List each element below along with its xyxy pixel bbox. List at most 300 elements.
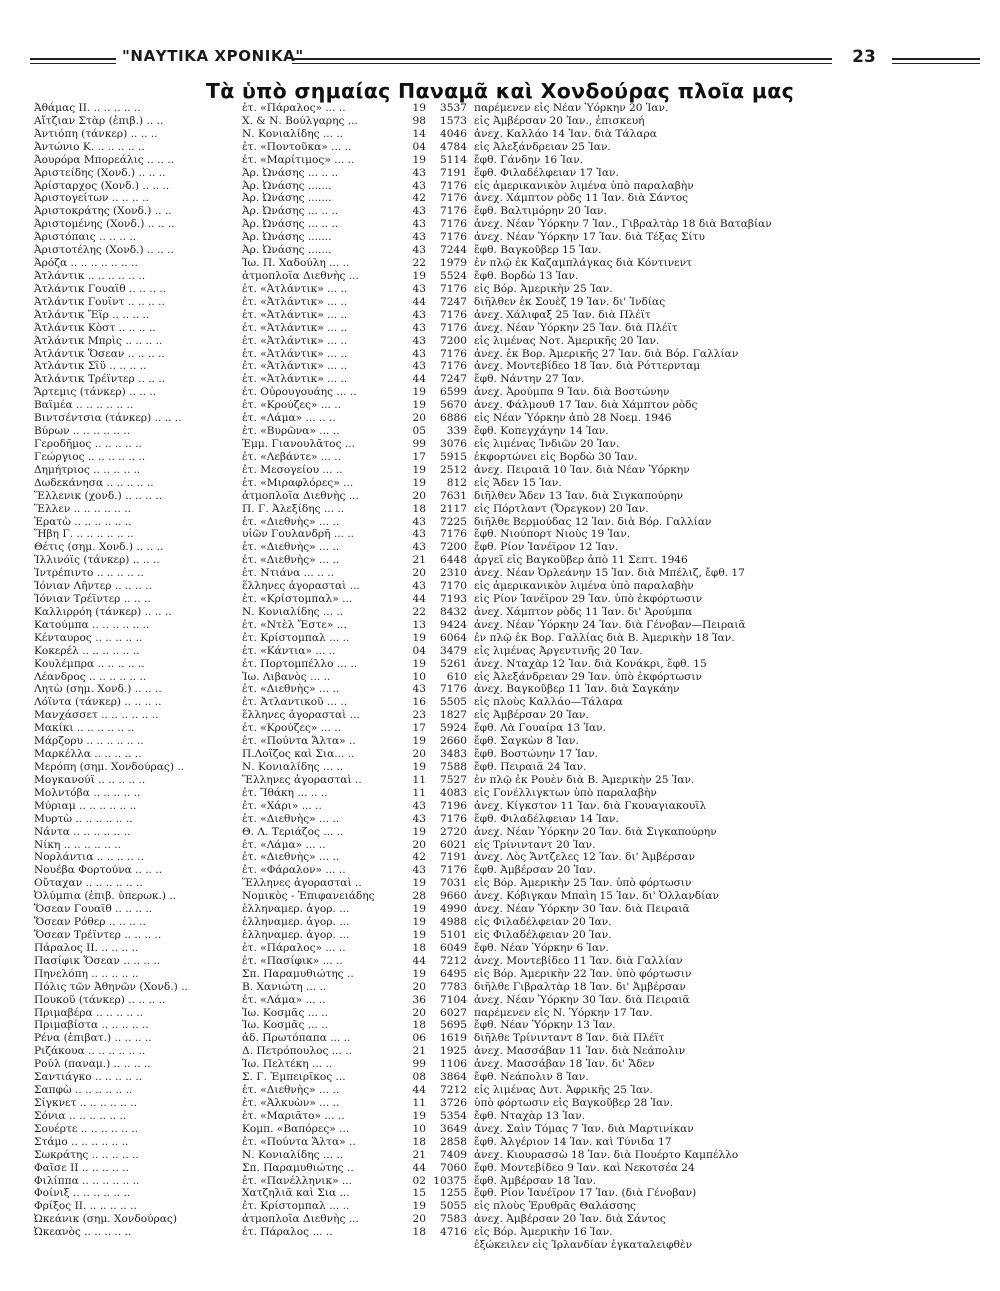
ship-row — [34, 128, 964, 141]
ship-owner: ἐτ. «Λάμα» ... .. — [242, 993, 326, 1006]
ship-row — [34, 1097, 964, 1110]
ship-status: ἐκφορτώνει εἰς Βορδὼ 30 Ἰαν. — [474, 450, 638, 463]
ship-name: Ὠκεάνικ (σημ. Χονδούρας) — [34, 1213, 177, 1226]
ship-name: Ἀριστείδης (Χονδ.) .. .. .. — [34, 166, 166, 179]
ship-row — [34, 192, 964, 205]
ship-name: Ἀριστογείτων .. .. .. .. — [34, 192, 149, 205]
ship-year: 19 — [412, 102, 426, 114]
ship-row — [34, 399, 964, 412]
ship-name: Φαῖσε ΙΙ .. .. .. .. .. — [34, 1161, 129, 1174]
footer-note-row — [34, 1239, 964, 1252]
ship-status: ἀνεχ. Χάμπτον ρὸδς 11 Ἰαν. δι' Ἀρούμπα — [474, 605, 693, 618]
ship-tonnage: 7104 — [440, 993, 467, 1006]
ship-row — [34, 981, 964, 994]
masthead-rule — [292, 63, 832, 64]
ship-tonnage: 6448 — [440, 554, 467, 567]
ship-name: Φιλίππα .. .. .. .. .. .. — [34, 1174, 140, 1187]
ship-year: 19 — [412, 825, 426, 838]
ship-status: ἀνεχ. Κίγκστον 11 Ἰαν. διὰ Γκουαγιακουΐλ — [474, 799, 707, 812]
ship-row — [34, 1110, 964, 1123]
ship-status: ἔφθ. Νέαν Ὑόρκην 6 Ἰαν. — [474, 941, 609, 954]
ship-year: 19 — [412, 967, 426, 980]
ship-tonnage: 7191 — [440, 166, 467, 179]
ship-name: Βύρων .. .. .. .. .. .. — [34, 425, 131, 438]
ship-year: 19 — [412, 916, 426, 929]
ship-tonnage: 5055 — [440, 1200, 467, 1213]
ship-name: Κοκερέλ .. .. .. .. .. .. — [34, 644, 140, 657]
ship-tonnage: 7170 — [440, 580, 467, 593]
ship-tonnage: 7176 — [440, 218, 467, 231]
ship-owner: Ἰω. Π. Χαδούλη ... .. — [242, 257, 350, 270]
ship-status: ἀνεχ. Μοντεβίδεο 11 Ἰαν. διὰ Γαλλίαν — [474, 954, 683, 967]
ship-status: ἀνεχ. Πειραιᾶ 10 Ἰαν. διὰ Νέαν Ὑόρκην — [474, 463, 690, 476]
ship-status: ἔφθ. Κοπεγχάγην 14 Ἰαν. — [474, 425, 609, 438]
ship-row — [34, 929, 964, 942]
ship-name: Πουκοῦ (τάνκερ) .. .. .. .. — [34, 993, 166, 1006]
ship-tonnage: 8432 — [440, 605, 467, 618]
ship-tonnage: 6599 — [440, 386, 467, 399]
ship-name: Ἄρτεμις (τάνκερ) .. .. .. — [34, 386, 157, 399]
ship-owner: ἐτ. «Ἀτλάντικ» ... .. — [242, 308, 348, 321]
ship-owner: ἐτ. «Βυρῶνα» ... .. — [242, 425, 340, 438]
ship-status: ἔφθ. Ἀμβέρσαν 18 Ἰαν. — [474, 1174, 597, 1187]
ship-row — [34, 955, 964, 968]
ship-tonnage: 7176 — [440, 347, 467, 360]
ship-owner: Ἀρ. Ὠνάσης ....... — [242, 231, 332, 244]
ship-status: εἰς Φιλαδέλφειαν 20 Ἰαν. — [474, 929, 612, 941]
ship-owner: ἑλληναμερ. ἀγορ. ... — [242, 929, 350, 941]
ship-name: Ρούλ (παναμ.) .. .. .. .. — [34, 1058, 151, 1071]
ship-tonnage: 7200 — [440, 334, 467, 347]
ship-name: Ἰόνιαν Λῆντερ .. .. .. .. — [34, 580, 152, 593]
ship-owner: ἐτ. Μεσογείου ... .. — [242, 463, 343, 476]
ship-tonnage: 1827 — [440, 709, 467, 722]
ship-year: 43 — [412, 347, 426, 360]
ship-name: Σίγκνετ .. .. .. .. .. .. — [34, 1096, 137, 1109]
ship-year: 43 — [412, 799, 426, 812]
ship-status: εἰς Ἀμβέρσαν 20 Ἰαν., ἐπισκευή — [474, 114, 645, 127]
ship-owner: ἐτ. «Ἀτλάντικ» ... .. — [242, 295, 348, 308]
ship-name: Ἀθάμας ΙΙ. .. .. .. .. .. — [34, 102, 141, 114]
ship-name: Ἀριστοκράτης (Χονδ.) .. .. — [34, 205, 172, 218]
ship-status: ἀνεχ. Σαὶν Τόμας 7 Ἰαν. διὰ Μαρτινίκαν — [474, 1122, 694, 1135]
ship-status: ἔφθ. Νταχὰρ 13 Ἰαν. — [474, 1109, 585, 1122]
ship-name: Δημήτριος .. .. .. .. .. — [34, 463, 141, 476]
ship-owner: ἐτ. «Ἀλκυὼν» ... .. — [242, 1096, 340, 1109]
ship-tonnage: 1925 — [440, 1045, 467, 1058]
ship-tonnage: 5670 — [440, 399, 467, 412]
ship-tonnage: 7031 — [440, 877, 467, 890]
ship-year: 19 — [412, 476, 426, 489]
ship-year: 43 — [412, 541, 426, 554]
ship-status: ἐν πλῷ ἐκ Ρουὲν διὰ Β. Ἀμερικὴν 25 Ἰαν. — [474, 773, 695, 786]
ship-owner: ἐτ. «Χάρι» ... .. — [242, 799, 322, 812]
ship-tonnage: 3483 — [440, 748, 467, 761]
ship-name: Πόλις τῶν Ἀθηνῶν (Χονδ.) .. — [34, 980, 188, 993]
ship-status: ἀνεχ. Μοντεβίδεο 18 Ἰαν. διὰ Ρόττερνταμ — [474, 360, 701, 373]
ship-name: Δωδεκάνησα .. .. .. .. .. — [34, 476, 154, 489]
ship-name: Πασίφικ Ὅσεαν .. .. .. .. — [34, 954, 161, 967]
ship-row — [34, 1175, 964, 1188]
ship-owner: ἐτ. «Λάμα» ... .. .. — [242, 412, 336, 425]
ship-year: 20 — [412, 748, 426, 761]
ship-status: ἐν πλῷ ἐκ Καζαμπλάγκας διὰ Κόντινεντ — [474, 257, 692, 270]
ship-tonnage: 7409 — [440, 1148, 467, 1161]
ship-name: Λέανδρος .. .. .. .. .. .. — [34, 670, 147, 683]
ship-tonnage: 1979 — [440, 257, 467, 270]
ship-status: ἀνεχ. Μασσάβαν 11 Ἰαν. διὰ Νεάπολιν — [474, 1045, 686, 1058]
ship-row — [34, 322, 964, 335]
masthead-rule — [892, 58, 980, 60]
ship-owner: ἐτ. «Πάραλος» ... .. — [242, 941, 346, 954]
ship-row — [34, 722, 964, 735]
ship-tonnage: 2310 — [440, 567, 467, 580]
ship-year: 08 — [412, 1071, 426, 1084]
ship-row — [34, 554, 964, 567]
ship-name: Ἀτλάντικ Σΐϋ .. .. .. .. — [34, 360, 147, 373]
ship-name: Φοίνιξ .. .. .. .. .. .. — [34, 1187, 131, 1200]
ship-year: 43 — [412, 308, 426, 321]
ship-row — [34, 386, 964, 399]
ship-status: διῆλθε Βερμούδας 12 Ἰαν. διὰ Βόρ. Γαλλίαν — [474, 515, 712, 528]
ship-status: ἔφθ. Νάντην 27 Ἰαν. — [474, 373, 585, 386]
ship-year: 43 — [412, 179, 426, 192]
masthead-rule — [30, 58, 116, 60]
ship-status: ἔφθ. Βορδὼ 13 Ἰαν. — [474, 269, 579, 282]
ship-tonnage: 6886 — [440, 412, 467, 425]
ship-row — [34, 580, 964, 593]
ship-year: 19 — [412, 153, 426, 166]
ship-owner: Ἰω. Κοσμᾶς ... .. — [242, 1019, 328, 1032]
ship-tonnage: 4046 — [440, 127, 467, 140]
ship-tonnage: 5114 — [440, 153, 467, 166]
ship-tonnage: 7783 — [440, 980, 467, 993]
ship-owner: ἐτ. «Κρίστομπαλ» ... — [242, 593, 353, 606]
ship-name: Ρένα (ἐπιβατ.) .. .. .. .. — [34, 1032, 152, 1045]
masthead — [30, 40, 980, 76]
ship-status: ἔφθ. Λὰ Γουαίρα 13 Ἰαν. — [474, 722, 606, 735]
ship-row — [34, 412, 964, 425]
ship-year: 36 — [412, 993, 426, 1006]
ship-status: ἔφθ. Φιλαδέλφειαν 17 Ἰαν. — [474, 166, 619, 179]
ship-name: Αἴτζιαν Στὰρ (ἐπιβ.) .. .. — [34, 114, 164, 127]
ship-status: εἰς Ἀμβέρσαν 20 Ἰαν. — [474, 709, 589, 722]
ship-name: Σόνια .. .. .. .. .. .. — [34, 1109, 127, 1122]
ship-tonnage: 9424 — [440, 618, 467, 631]
ship-name: Σωκράτης .. .. .. .. .. — [34, 1148, 139, 1161]
ship-year: 11 — [412, 786, 426, 799]
footer-note: ἐξώκειλεν εἰς Ἰρλανδίαν ἐγκαταλειφθὲν — [474, 1239, 693, 1252]
ship-name: Ἀριστοτέλης (Χονδ.) .. .. .. — [34, 244, 174, 257]
ship-name: Μολντόβα .. .. .. .. .. — [34, 786, 141, 799]
ship-status: ἔφθ. Σαγκὼν 8 Ἰαν. — [474, 735, 579, 748]
ship-year: 04 — [412, 140, 426, 153]
ship-year: 18 — [412, 502, 426, 515]
ship-tonnage: 5261 — [440, 657, 467, 670]
ship-row — [34, 335, 964, 348]
ship-tonnage: 1255 — [440, 1187, 467, 1200]
ship-tonnage: 1573 — [440, 114, 467, 127]
ship-row — [34, 373, 964, 386]
ship-row — [34, 683, 964, 696]
ship-row — [34, 671, 964, 684]
ship-status: ὑπὸ φόρτωσιν εἰς Βαγκοῦβερ 28 Ἰαν. — [474, 1096, 674, 1109]
ship-owner: ἐτ. «Διεθνὴς» ... .. — [242, 515, 340, 528]
ship-owner: ἐτ. «Ποντοῦκα» ... .. — [242, 140, 352, 153]
ship-status: εἰς πλοὺς Καλλάο—Τάλαρα — [474, 696, 623, 709]
ship-name: Πριμαβίστα .. .. .. .. .. — [34, 1019, 149, 1032]
ship-row — [34, 1071, 964, 1084]
ship-name: Καλλιρρόη (τάνκερ) .. .. .. — [34, 605, 172, 618]
ship-status: ἀνεχ. Ἀρούμπα 9 Ἰαν. διὰ Βοστώνην — [474, 386, 670, 399]
ship-owner: Χ. & Ν. Βούλγαρης ... — [242, 114, 358, 127]
ship-status: ἀνεχ. Φάλμουθ 17 Ἰαν. διὰ Χάμπτον ρὸδς — [474, 399, 698, 412]
ship-owner: Νομικὸς - Ἐπιφανειάδης — [242, 890, 375, 903]
ship-tonnage: 7176 — [440, 179, 467, 192]
ship-status: εἰς Ἀλεξάνδρειαν 25 Ἰαν. — [474, 140, 611, 153]
ship-row — [34, 761, 964, 774]
ship-status: ἔφθ. Νιούπορτ Νιοὺς 19 Ἰαν. — [474, 528, 631, 541]
ship-tonnage: 3726 — [440, 1096, 467, 1109]
ship-owner: ἐτ. Πάραλος ... .. — [242, 1226, 333, 1239]
ship-tonnage: 1619 — [440, 1032, 467, 1045]
ship-owner: Ἀρ. Ὠνάσης ....... — [242, 244, 332, 257]
ship-owner: Χατζηλιᾶ καὶ Σια ... — [242, 1187, 350, 1200]
ship-row — [34, 102, 964, 115]
ship-owner: ἐτ. «Κρούζες» ... .. — [242, 722, 341, 735]
ship-tonnage: 6495 — [440, 967, 467, 980]
ship-owner: ἐτ. Ντιάνα ... .. .. — [242, 567, 334, 580]
ship-owner: ἐτ. Οὐρουγουάης ... .. — [242, 386, 357, 399]
ship-year: 19 — [412, 735, 426, 748]
ship-list — [34, 102, 964, 1252]
ship-row — [34, 877, 964, 890]
ship-name: Νάντα .. .. .. .. .. .. — [34, 825, 131, 838]
ship-status: εἰς Ἄδεν 15 Ἰαν. — [474, 476, 562, 489]
ship-owner: ἐτ. «Μαριᾶτο» ... .. — [242, 1109, 345, 1122]
ship-tonnage: 7191 — [440, 851, 467, 864]
ship-tonnage: 7176 — [440, 231, 467, 244]
ship-status: ἔφθ. Βοστώνην 17 Ἰαν. — [474, 748, 599, 761]
ship-row — [34, 205, 964, 218]
ship-tonnage: 10375 — [433, 1174, 467, 1187]
ship-status: εἰς πλοὺς Ἐρυθρᾶς Θαλάσσης — [474, 1200, 636, 1213]
ship-tonnage: 3076 — [440, 437, 467, 450]
ship-status: ἀνεχ. ἐκ Βορ. Ἀμερικῆς 27 Ἰαν. διὰ Βόρ. Γαλλίαν — [474, 347, 739, 360]
ship-year: 18 — [412, 1135, 426, 1148]
ship-year: 43 — [412, 812, 426, 825]
ship-year: 19 — [412, 386, 426, 399]
ship-year: 05 — [412, 425, 426, 438]
ship-year: 20 — [412, 567, 426, 580]
ship-owner: ἐτ. Κρίστομπαλ ... .. — [242, 631, 350, 644]
ship-name: Ἀντιόπη (τάνκερ) .. .. .. — [34, 127, 158, 140]
ship-row — [34, 257, 964, 270]
ship-owner: Β. Χανιώτη ... .. — [242, 980, 327, 993]
ship-year: 19 — [412, 877, 426, 890]
ship-name: Μάρζορυ .. .. .. .. .. .. — [34, 735, 144, 748]
ship-row — [34, 696, 964, 709]
ship-year: 10 — [412, 1122, 426, 1135]
masthead-rule — [292, 58, 832, 60]
ship-tonnage: 5915 — [440, 450, 467, 463]
ship-name: Ἐρατὼ .. .. .. .. .. .. — [34, 515, 132, 528]
ship-tonnage: 7247 — [440, 295, 467, 308]
ship-year: 19 — [412, 657, 426, 670]
ship-year: 16 — [412, 696, 426, 709]
ship-row — [34, 244, 964, 257]
ship-status: εἰς Γονέλλιγκτων ὑπὸ παραλαβὴν — [474, 786, 657, 799]
ship-status: ἀνεχ. Μασσάβαν 18 Ἰαν. δι' Ἄδεν — [474, 1058, 655, 1071]
ship-year: 42 — [412, 192, 426, 205]
ship-tonnage: 5505 — [440, 696, 467, 709]
ship-row — [34, 813, 964, 826]
ship-row — [34, 851, 964, 864]
ship-status: ἀνεχ. Λὸς Ἄντζελες 12 Ἰαν. δι' Ἀμβέρσαν — [474, 851, 696, 864]
ship-tonnage: 812 — [446, 476, 467, 489]
ship-row — [34, 903, 964, 916]
ship-year: 44 — [412, 593, 426, 606]
ship-tonnage: 5924 — [440, 722, 467, 735]
ship-owner: Ἕλληνες ἀγορασταὶ .. — [242, 773, 362, 786]
ship-row — [34, 774, 964, 787]
ship-owner: Ἀρ. Ὠνάσης ... .. .. — [242, 205, 339, 218]
ship-row — [34, 348, 964, 361]
masthead-rule — [892, 63, 980, 64]
ship-row — [34, 839, 964, 852]
ship-status: ἔφθ. Μοντεβίδεο 9 Ἰαν. καὶ Νεκοτσέα 24 — [474, 1161, 695, 1174]
ship-tonnage: 7176 — [440, 192, 467, 205]
ship-owner: ἐτ. Ἀτλαντικοῦ ... .. — [242, 696, 348, 709]
ship-status: ἀνεχ. Χάμπτον ρὸδς 11 Ἰαν. διὰ Σάντος — [474, 192, 689, 205]
ship-name: Ριζάκουα .. .. .. .. .. .. — [34, 1045, 146, 1058]
ship-tonnage: 4988 — [440, 916, 467, 929]
ship-row — [34, 942, 964, 955]
ship-row — [34, 167, 964, 180]
ship-owner: ἐτ. «Ντὲλ Ἔστε» ... — [242, 618, 347, 631]
ship-year: 43 — [412, 244, 426, 257]
ship-name: Ἕλλενικ (χονδ.) .. .. .. .. — [34, 489, 163, 502]
ship-name: Βαϊμέα .. .. .. .. .. .. — [34, 399, 134, 412]
ship-owner: ἐτ. «Πανέλληνικ» ... — [242, 1174, 353, 1187]
ship-status: ἀνεχ. Νέαν Ὑόρκην 17 Ἰαν. διὰ Τέξας Σίτυ — [474, 231, 705, 244]
ship-row — [34, 438, 964, 451]
ship-year: 43 — [412, 528, 426, 541]
ship-owner: ἐτ. «Ἀτλάντικ» ... .. — [242, 334, 348, 347]
ship-owner: Ν. Κονιαλίδης ... .. — [242, 761, 344, 774]
ship-tonnage: 2720 — [440, 825, 467, 838]
ship-status: παρέμενεν εἰς Ν. Ὑόρκην 17 Ἰαν. — [474, 1006, 653, 1019]
ship-tonnage: 7225 — [440, 515, 467, 528]
ship-status: ἔφθ. Νεάπολιν 8 Ἰαν. — [474, 1071, 589, 1084]
ship-year: 20 — [412, 412, 426, 425]
ship-year: 20 — [412, 980, 426, 993]
ship-status: ἀνεχ. Κόβιγκαν Μπαὶη 15 Ἰαν. δι' Ὀλλανδίαν — [474, 890, 719, 903]
ship-status: διῆλθεν Ἄδεν 13 Ἰαν. διὰ Σιγκαπούρην — [474, 489, 684, 502]
ship-row — [34, 1007, 964, 1020]
ship-owner: ἐτ. «Διεθνὴς» ... .. — [242, 812, 340, 825]
ship-year: 43 — [412, 864, 426, 877]
ship-name: Μερόπη (σημ. Χονδούρας) .. — [34, 761, 185, 774]
ship-status: ἀνεχ. Ἀμβέρσαν 20 Ἰαν. διὰ Σάντος — [474, 1213, 666, 1226]
ship-owner: ἐτ. «Διεθνὴς» ... .. — [242, 851, 340, 864]
ship-tonnage: 339 — [446, 425, 467, 438]
ship-tonnage: 2858 — [440, 1135, 467, 1148]
ship-year: 21 — [412, 554, 426, 567]
ship-tonnage: 7212 — [440, 1084, 467, 1097]
ship-status: εἰς Βόρ. Ἀμερικὴν 16 Ἰαν. — [474, 1226, 613, 1239]
ship-owner: Ἀρ. Ὠνάσης ....... — [242, 179, 332, 192]
ship-row — [34, 309, 964, 322]
ship-name: Ἀρόζα .. .. .. .. .. .. .. — [34, 257, 138, 270]
ship-status: εἰς λιμένας Νοτ. Ἀμερικῆς 20 Ἰαν. — [474, 334, 660, 347]
ship-name: Ἀτλάντικ Γουαϊθ .. .. .. .. — [34, 282, 167, 295]
ship-status: εἰς λιμένας Δυτ. Ἀφρικῆς 25 Ἰαν. — [474, 1084, 653, 1097]
ship-row — [34, 800, 964, 813]
ship-name: Μανχάσσετ .. .. .. .. .. .. — [34, 709, 159, 722]
ship-name: Λητὼ (σημ. Χονδ.) .. .. .. — [34, 683, 162, 696]
ship-row — [34, 593, 964, 606]
ship-name: Γεροδῆμος .. .. .. .. .. — [34, 437, 142, 450]
ship-row — [34, 154, 964, 167]
ship-owner: Ν. Κονιαλίδης ... .. — [242, 1148, 344, 1161]
ship-year: 20 — [412, 1006, 426, 1019]
ship-tonnage: 4083 — [440, 786, 467, 799]
ship-owner: ἐτ. «Μαρίτιμος» ... .. — [242, 153, 355, 166]
ship-owner: ἐτ. «Κάντια» ... .. — [242, 644, 336, 657]
ship-row — [34, 180, 964, 193]
ship-name: Ὀλύμπια (ἐπιβ. ὑπερωκ.) .. — [34, 890, 177, 903]
ship-status: ἔφθ. Φιλαδέλφειαν 14 Ἰαν. — [474, 812, 619, 825]
ship-name: Ἀουρόρα Μπορεάλις .. .. .. — [34, 153, 174, 166]
ship-tonnage: 7244 — [440, 244, 467, 257]
ship-row — [34, 464, 964, 477]
ship-name: Κένταυρος .. .. .. .. .. — [34, 631, 143, 644]
ship-row — [34, 826, 964, 839]
ship-year: 17 — [412, 722, 426, 735]
ship-owner: ἐτ. «Μιραφλόρες» ... — [242, 476, 354, 489]
ship-year: 11 — [412, 1096, 426, 1109]
ship-tonnage: 7176 — [440, 308, 467, 321]
ship-owner: ἀτμοπλοΐα Διεθνὴς ... — [242, 489, 359, 502]
ship-year: 20 — [412, 838, 426, 851]
ship-row — [34, 748, 964, 761]
ship-tonnage: 4784 — [440, 140, 467, 153]
ship-year: 17 — [412, 450, 426, 463]
ship-name: Ἰλλινόϊς (τάνκερ) .. .. .. — [34, 554, 160, 567]
ship-status: εἰς ἀμερικανικὸν λιμένα ὑπὸ παραλαβὴν — [474, 580, 694, 593]
ship-year: 99 — [412, 1058, 426, 1071]
ship-year: 04 — [412, 644, 426, 657]
ship-owner: ἐτ. «Πάραλος» ... .. — [242, 102, 346, 114]
ship-tonnage: 2512 — [440, 463, 467, 476]
ship-year: 44 — [412, 373, 426, 386]
ship-status: εἰς Ρίον Ἰανέϊρον 29 Ἰαν. ὑπὸ ἐκφόρτωσιν — [474, 593, 703, 606]
ship-owner: ἀτμοπλοΐα Διεθνὴς ... — [242, 269, 359, 282]
ship-row — [34, 645, 964, 658]
ship-owner: ἕλληνες ἀγορασταὶ ... — [242, 580, 360, 593]
ship-year: 21 — [412, 1148, 426, 1161]
ship-status: ἀνεχ. Νταχὰρ 12 Ἰαν. διὰ Κονάκρι, ἔφθ. 15 — [474, 657, 707, 670]
ship-name: Ἀριστομένης (Χονδ.) .. .. .. — [34, 218, 175, 231]
ship-year: 44 — [412, 1084, 426, 1097]
ship-row — [34, 528, 964, 541]
ship-name: Ἀτλάντικ Τρέϊντερ .. .. .. — [34, 373, 166, 386]
ship-tonnage: 7212 — [440, 954, 467, 967]
ship-name: Ἀτλάντικ Κὸστ .. .. .. .. — [34, 321, 156, 334]
ship-tonnage: 5524 — [440, 269, 467, 282]
ship-tonnage: 7196 — [440, 799, 467, 812]
